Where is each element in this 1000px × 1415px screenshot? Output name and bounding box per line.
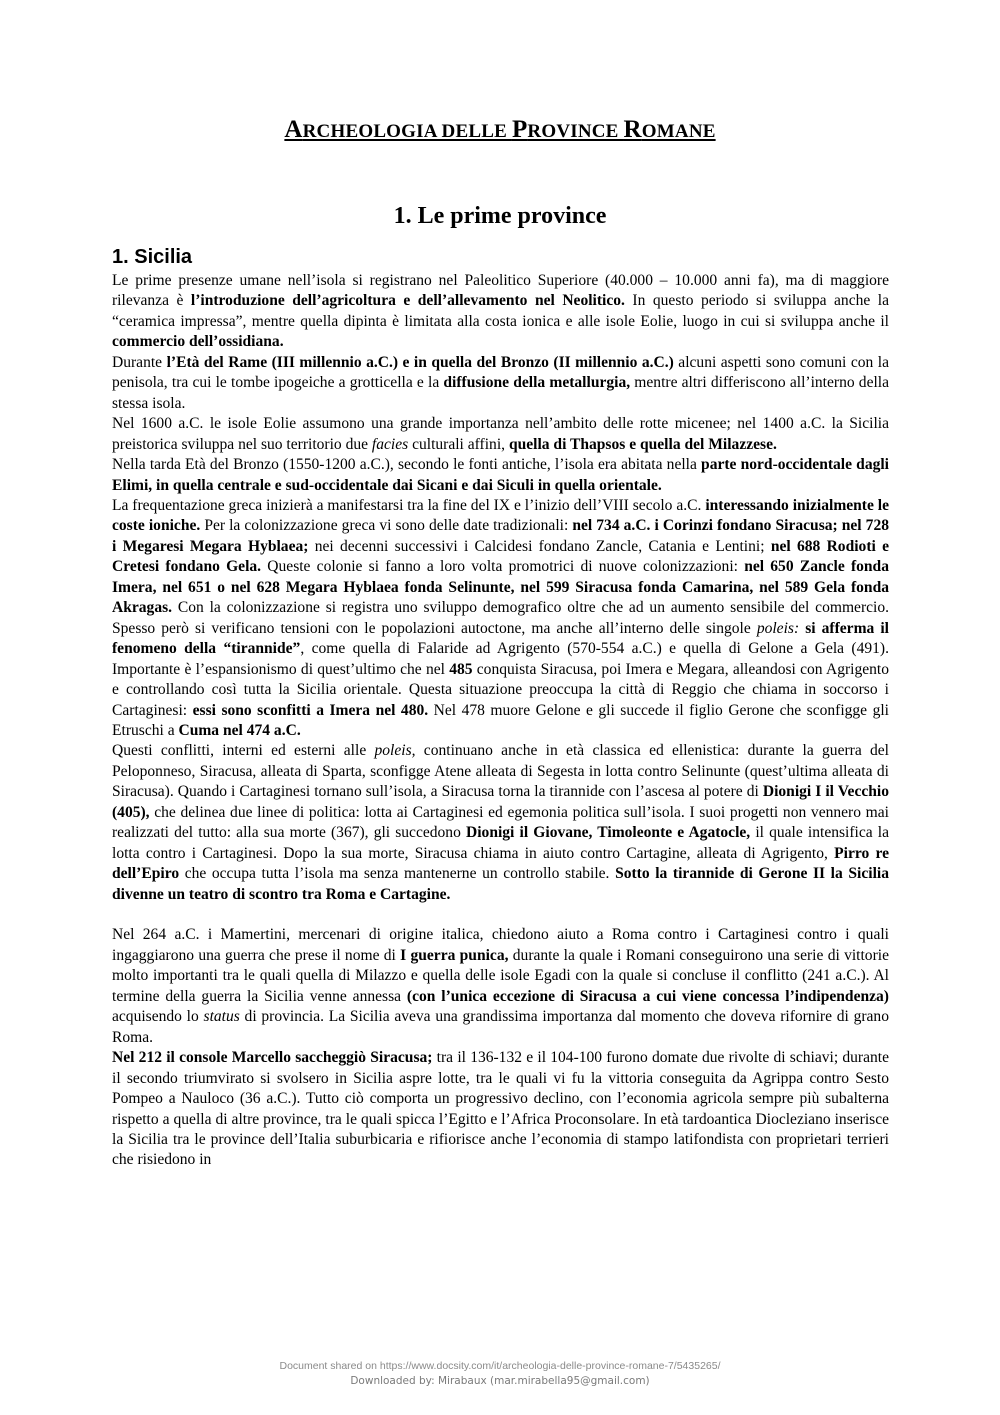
text-run: tra il 136-132 e il 104-100 furono domate due rivolte di schiavi; durante il secondo triumvirato si svolsero in Sicilia aspre lotte, tra le quali vi fu la vittoria conseguita da Agrippa contro Sesto Pompeo a Nauloco (36 a.C.). Tutto ciò comporta un progressivo declino, con l’economia agricola sempre più subalterna rispetto a quella di altre province, tra le quali spicca l’Egitto e l’Africa Proconsolare. In età tardoantica Diocleziano inserisce la Sicilia tra le province dell’Italia suburbicaria e rifiorisce anche l’economia di stampo latifondista con proprietari terrieri che risiedono in <box>112 1049 889 1169</box>
title-segment: A <box>284 116 303 143</box>
bold-text: 485 <box>449 660 473 678</box>
paragraph <box>112 1048 889 1171</box>
text-run: In questo periodo si sviluppa anche la “ceramica impressa”, mentre quella dipinta è limitata alla costa ionica e alle isole Eolie, luogo in cui si sviluppa anche il <box>112 292 889 330</box>
bold-text: nel 734 a.C. i Corinzi fondano Siracusa; nel 728 i Megaresi Megara Hyblaea; <box>112 517 889 555</box>
text-run: Queste colonie si fanno a loro volta promotrici di nuove colonizzazioni: <box>261 558 745 576</box>
text-run: che delinea due linee di politica: lotta ai Cartaginesi ed egemonia politica sull’isola. I suoi progetti non vennero mai realizzati del tutto: alla sua morte (367), gli succedono <box>112 803 889 842</box>
text-run: il quale intensifica la lotta contro i Cartaginesi. Dopo la sua morte, Siracusa chiama in aiuto contro Cartagine, alleata di Agrigento, <box>112 824 890 862</box>
title-segment: OMANE <box>641 121 716 142</box>
italic-text: poleis, <box>374 742 416 760</box>
footer-downloaded-by: Downloaded by: Mirabaux (mar.mirabella95@gmail.com) <box>350 1375 650 1387</box>
text-run: che occupa tutta l’isola ma senza mantenerne un controllo stabile. <box>179 865 616 883</box>
bold-text: quella di Thapsos e quella del Milazzese. <box>508 435 777 453</box>
text-run: conquista Siracusa, poi Imera e Megara, alleandosi con Agrigento e controllando così tutta la Sicilia orientale. Questa situazione preoccupa la città di Reggio che chiama in soccorso i Cartaginesi: <box>112 660 889 719</box>
text-run: Questi conflitti, interni ed esterni alle <box>112 742 375 760</box>
text-run: Con la colonizzazione si registra uno sviluppo demografico oltre che ad un aumento sensibile del commercio. Spesso però si verificano tensioni con le popolazioni autoctone, ma anche all’interno delle singole <box>112 599 889 637</box>
body-text <box>112 271 889 1171</box>
title-segment: R <box>623 116 642 143</box>
paragraph <box>112 271 889 353</box>
text-run: Nel 264 a.C. i Mamertini, mercenari di origine italica, chiedono aiuto a Roma contro i Cartaginesi contro i quali ingaggiarono una guerra che prese il nome di <box>112 926 889 964</box>
document-title <box>0 116 1000 144</box>
bold-text: parte nord-occidentale dagli Elimi, in quella centrale e sud-occidentale dai Sicani e dai Siculi in quella orientale. <box>112 456 889 494</box>
bold-text: l’introduzione dell’agricoltura e dell’allevamento nel Neolitico. <box>190 292 625 310</box>
paragraph <box>112 741 889 905</box>
text-run: Nella tarda Età del Bronzo (1550-1200 a.C.), secondo le fonti antiche, l’isola era abitata nella <box>112 456 702 474</box>
bold-text: Dionigi I il Vecchio (405), <box>112 783 889 821</box>
bold-text: I guerra punica, <box>400 946 509 964</box>
bold-text: Cuma nel 474 a.C. <box>178 721 301 739</box>
text-run: acquisendo lo <box>112 1008 204 1026</box>
bold-text: nel 650 Zancle fonda Imera, nel 651 o nel 628 Megara Hyblaea fonda Selinunte, nel 599 Siracusa fonda Camarina, nel 589 Gela fonda Akragas. <box>112 558 889 617</box>
bold-text: interessando inizialmente le coste ioniche. <box>112 496 890 535</box>
paragraph <box>112 353 889 414</box>
paragraph <box>112 925 889 1048</box>
bold-text: diffusione della metallurgia, <box>443 374 631 392</box>
bold-text: commercio dell’ossidiana. <box>112 333 284 351</box>
text-run: durante la quale i Romani conseguirono una serie di vittorie molto importanti tra le quali quella di Milazzo e quella delle isole Egadi con la quale si concluse il conflitto (241 a.C.). Al termine della guerra la Sicilia venne annessa <box>112 946 889 1005</box>
section-heading: 1. Sicilia <box>112 246 193 268</box>
text-run: nei decenni successivi i Calcidesi fondano Zancle, Catania e Lentini; <box>308 537 771 555</box>
chapter-heading: 1. Le prime province <box>393 203 607 229</box>
text-run: di provincia. La Sicilia aveva una grandissima importanza dal momento che doveva rifornire di grano Roma. <box>112 1008 889 1046</box>
title-segment: ROVINCE <box>527 121 624 142</box>
bold-text: nel 688 Rodioti e Cretesi fondano Gela. <box>112 537 890 576</box>
bold-text: Sotto la tirannide di Gerone II la Sicilia divenne un teatro di scontro tra Roma e Cartagine. <box>112 865 889 903</box>
text-run: Durante <box>112 353 167 371</box>
text-run: culturali affini, <box>408 435 509 453</box>
text-run: alcuni aspetti sono comuni con la penisola, tra cui le tombe ipogeiche a grotticella e la <box>112 353 889 392</box>
italic-text: poleis: <box>756 619 800 637</box>
italic-text: status <box>203 1008 240 1026</box>
bold-text: (con l’unica eccezione di Siracusa a cui viene concessa l’indipendenza) <box>406 987 889 1005</box>
bold-text: Nel 212 il console Marcello saccheggiò Siracusa; <box>112 1049 433 1067</box>
bold-text: Dionigi il Giovane, Timoleonte e Agatocle, <box>466 824 751 842</box>
text-run: continuano anche in età classica ed ellenistica: durante la guerra del Peloponneso, Siracusa, alleata di Sparta, sconfigge Atene alleata di Segesta in lotta contro Selinunte (quest’ultima alleata di Siracusa). Quando i Cartaginesi tornano sull’isola, a Siracusa torna la tirannide con l’ascesa al potere di <box>112 742 889 801</box>
text-run: La frequentazione greca inizierà a manifestarsi tra la fine del IX e l’inizio dell’VIII secolo a.C. <box>112 496 706 514</box>
italic-text: facies <box>371 435 409 453</box>
paragraph <box>112 414 889 455</box>
text-run: , come quella di Falaride ad Agrigento (570-554 a.C.) e quella di Gelone a Gela (491). Importante è l’espansionismo di quest’ultimo che nel <box>112 640 889 678</box>
text-run: mentre altri differiscono all’interno della stessa isola. <box>112 374 890 412</box>
text-run: Nel 478 muore Gelone e gli succede il figlio Gerone che sconfigge gli Etruschi a <box>112 701 889 739</box>
bold-text: Pirro re dell’Epiro <box>112 844 889 883</box>
text-run: Nel 1600 a.C. le isole Eolie assumono una grande importanza nell’ambito delle rotte micenee; nel 1400 a.C. la Sicilia preistorica sviluppa nel suo territorio due <box>112 415 889 453</box>
paragraph <box>112 455 889 496</box>
footer-shared-notice[interactable]: Document shared on https://www.docsity.com/it/archeologia-delle-province-romane-7/5435265/ <box>279 1360 721 1372</box>
bold-text: l’Età del Rame (III millennio a.C.) e in quella del Bronzo (II millennio a.C.) <box>166 353 674 371</box>
title-segment: P <box>511 116 528 143</box>
bold-text: essi sono sconfitti a Imera nel 480. <box>192 701 429 719</box>
bold-text: si afferma il fenomeno della “tirannide” <box>112 619 889 658</box>
text-run: Per la colonizzazione greca vi sono delle date tradizionali: <box>200 517 573 535</box>
text-run: Le prime presenze umane nell’isola si registrano nel Paleolitico Superiore (40.000 – 10.000 anni fa), ma di maggiore rilevanza è <box>112 272 889 310</box>
paragraph <box>112 496 889 741</box>
title-segment: RCHEOLOGIA DELLE <box>302 121 512 142</box>
